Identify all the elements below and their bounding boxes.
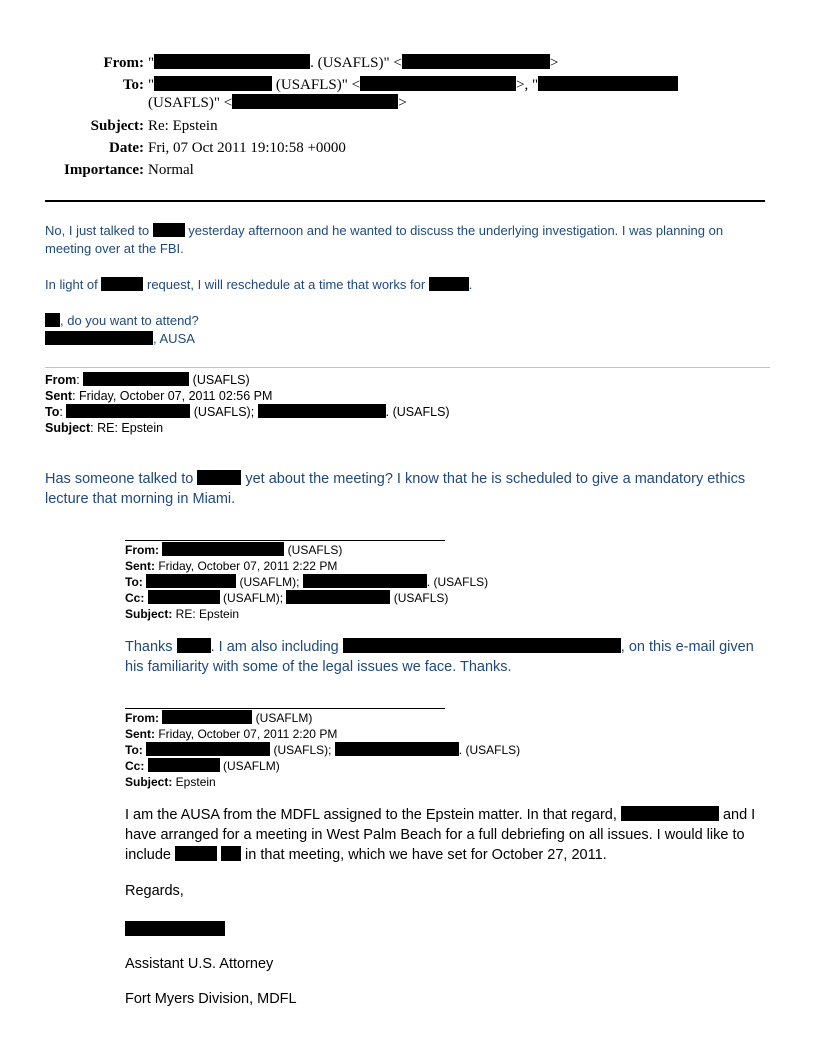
to-value-line2: (USAFLS)" < > xyxy=(148,95,407,111)
header-divider xyxy=(45,200,765,202)
reply-paragraph-1: No, I just talked to yesterday afternoon and he wanted to discuss the underlying investigation. I was planning on xyxy=(45,223,724,238)
msg3-sent: Sent: Friday, October 07, 2011 2:22 PM xyxy=(125,559,338,573)
redaction xyxy=(154,54,310,69)
msg4-signature-division: Fort Myers Division, MDFL xyxy=(125,991,297,1007)
redaction xyxy=(162,542,284,556)
redaction xyxy=(303,574,427,588)
redaction xyxy=(66,404,190,418)
redaction xyxy=(154,76,272,91)
redaction xyxy=(343,638,621,653)
redaction xyxy=(45,331,153,345)
importance-label: Importance: xyxy=(64,162,144,178)
redaction xyxy=(153,223,185,237)
msg3-to: To: (USAFLM); . (USAFLS) xyxy=(125,575,489,589)
redaction xyxy=(146,742,270,756)
redaction xyxy=(429,277,469,291)
redaction xyxy=(45,313,60,327)
to-label: To: xyxy=(122,77,144,93)
msg2-to: To: (USAFLS); . (USAFLS) xyxy=(45,405,450,419)
redaction xyxy=(177,638,211,653)
redaction xyxy=(162,710,252,724)
redaction xyxy=(175,846,217,861)
subject-label: Subject: xyxy=(90,118,144,134)
importance-value: Normal xyxy=(148,162,194,178)
msg2-body-line1: Has someone talked to yet about the meeting? I know that he is scheduled to give a mandatory ethics xyxy=(45,471,746,487)
msg2-subject: Subject: RE: Epstein xyxy=(45,421,164,435)
message-4-divider xyxy=(125,708,445,709)
redaction xyxy=(148,758,220,772)
redaction xyxy=(101,277,143,291)
msg4-regards: Regards, xyxy=(125,883,184,899)
redaction xyxy=(286,590,390,604)
subject-value: Re: Epstein xyxy=(148,118,218,134)
to-value: " (USAFLS)" < >, " xyxy=(148,76,678,94)
message-3-divider xyxy=(125,540,445,541)
date-value: Fri, 07 Oct 2011 19:10:58 +0000 xyxy=(148,140,346,156)
msg3-cc: Cc: (USAFLM); (USAFLS) xyxy=(125,591,449,605)
redaction xyxy=(360,76,516,91)
msg3-body-line2: his familiarity with some of the legal issues we face. Thanks. xyxy=(125,659,512,675)
from-label: From: xyxy=(103,55,144,71)
msg4-body-line1: I am the AUSA from the MDFL assigned to the Epstein matter. In that regard, and I xyxy=(125,807,756,823)
msg4-subject: Subject: Epstein xyxy=(125,775,216,789)
redaction xyxy=(125,921,225,936)
from-value: " . (USAFLS)" < > xyxy=(148,55,559,71)
message-divider xyxy=(45,367,770,368)
redaction xyxy=(621,806,719,821)
msg2-from: From: (USAFLS) xyxy=(45,373,250,387)
msg4-signature-name xyxy=(125,920,225,940)
msg2-body-line2: lecture that morning in Miami. xyxy=(45,491,236,507)
reply-signature: , AUSA xyxy=(45,330,195,348)
msg4-body-line3: include in that meeting, which we have set for October 27, 2011. xyxy=(125,847,607,863)
redaction xyxy=(221,846,241,861)
msg4-from: From: (USAFLM) xyxy=(125,711,313,725)
redaction xyxy=(258,404,386,418)
redaction xyxy=(197,470,241,485)
redaction xyxy=(83,372,189,386)
redaction xyxy=(232,94,398,109)
msg3-from: From: (USAFLS) xyxy=(125,543,343,557)
msg4-to: To: (USAFLS); . (USAFLS) xyxy=(125,743,521,757)
redaction xyxy=(335,742,459,756)
date-label: Date: xyxy=(109,140,144,156)
msg2-sent: Sent: Friday, October 07, 2011 02:56 PM xyxy=(45,389,273,403)
msg4-sent: Sent: Friday, October 07, 2011 2:20 PM xyxy=(125,727,338,741)
msg3-body-line1: Thanks . I am also including , on this e-mail given xyxy=(125,639,754,655)
reply-paragraph-2: In light of request, I will reschedule at a time that works for . xyxy=(45,277,473,292)
redaction xyxy=(538,76,678,91)
reply-paragraph-3: , do you want to attend? xyxy=(45,312,199,330)
reply-paragraph-1-line2: meeting over at the FBI. xyxy=(45,241,184,256)
redaction xyxy=(146,574,236,588)
redaction xyxy=(148,590,220,604)
msg4-body-line2: have arranged for a meeting in West Palm Beach for a full debriefing on all issues. I would like to xyxy=(125,827,745,843)
msg4-signature-title: Assistant U.S. Attorney xyxy=(125,956,274,972)
msg4-cc: Cc: (USAFLM) xyxy=(125,759,280,773)
redaction xyxy=(402,54,550,69)
msg3-subject: Subject: RE: Epstein xyxy=(125,607,240,621)
